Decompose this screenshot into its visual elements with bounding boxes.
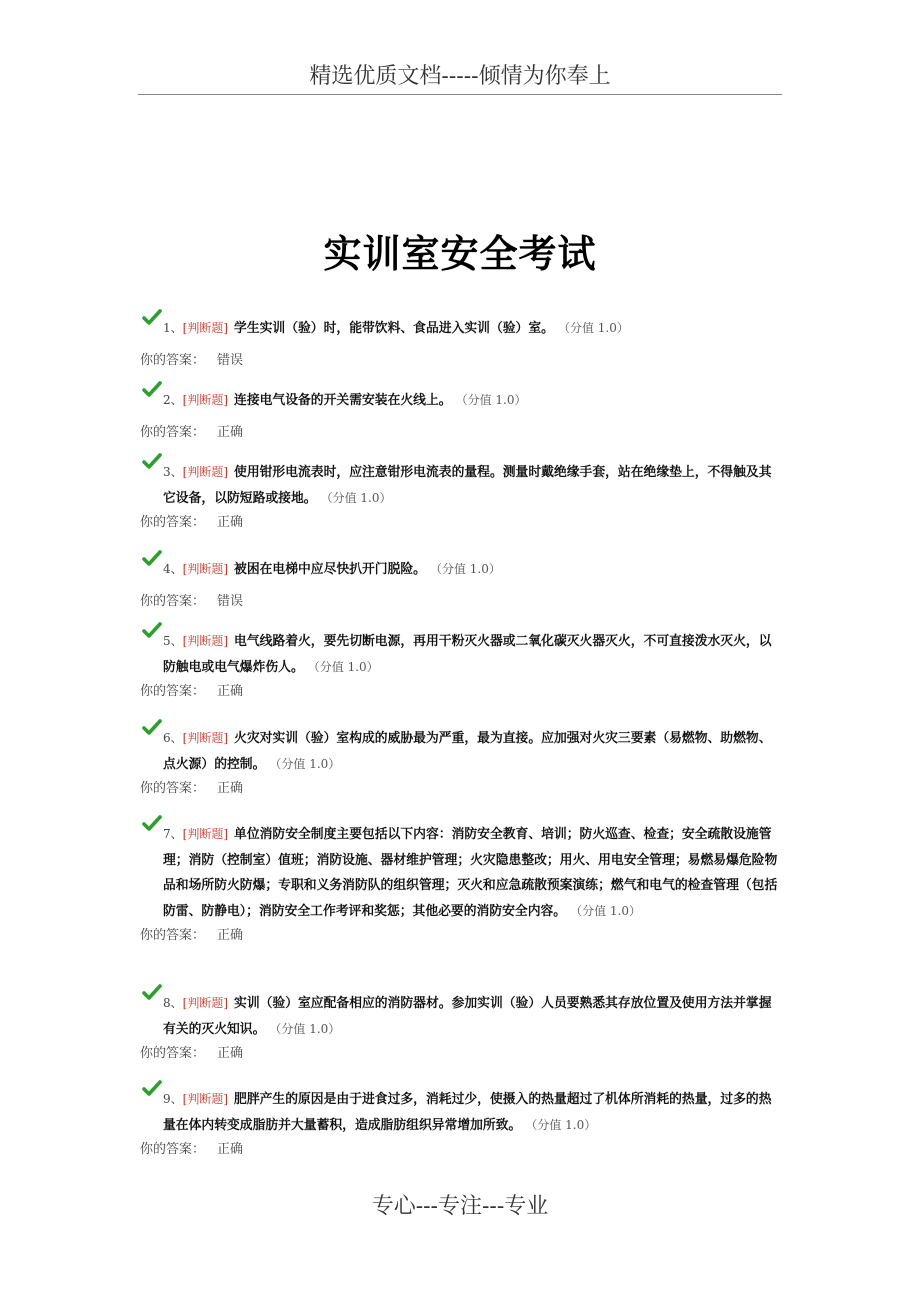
answer-value: 正确 <box>217 424 244 440</box>
question-score: （分值 1.0） <box>275 1021 341 1036</box>
question-number: 4、 <box>163 562 183 576</box>
answer-label: 你的答案： <box>140 352 206 368</box>
question-type: [判断题] <box>182 731 229 745</box>
check-icon <box>142 380 162 398</box>
question-body: 使用钳形电流表时，应注意钳形电流表的量程。测量时戴绝缘手套，站在绝缘垫上，不得触及其它设备，以防短路或接地。 <box>163 465 772 506</box>
question-body: 连接电气设备的开关需安装在火线上。 <box>234 393 452 408</box>
question-item <box>140 557 780 613</box>
question-text <box>140 991 780 1042</box>
question-score: （分值 1.0） <box>461 393 527 407</box>
answer-label: 你的答案： <box>140 424 206 440</box>
answer-value: 正确 <box>217 781 244 796</box>
question-score: （分值 1.0） <box>326 490 392 505</box>
question-text <box>140 1087 780 1138</box>
answer-value: 正确 <box>217 515 244 530</box>
question-type: [判断题] <box>182 321 229 335</box>
check-icon <box>142 621 162 639</box>
question-text <box>140 316 780 342</box>
page-header: 精选优质文档-----倾情为你奉上 <box>138 60 782 95</box>
page-title: 实训室安全考试 <box>323 232 597 276</box>
check-icon <box>142 1079 162 1097</box>
answer-value: 正确 <box>217 928 244 943</box>
answer-value: 正确 <box>217 1046 244 1061</box>
answer-label: 你的答案： <box>140 781 206 796</box>
answer-value: 正确 <box>217 1142 244 1157</box>
question-text <box>140 726 780 777</box>
question-score: （分值 1.0） <box>435 562 501 576</box>
answer-label: 你的答案： <box>140 1046 206 1061</box>
check-icon <box>142 983 162 1001</box>
question-body: 实训（验）室应配备相应的消防器材。参加实训（验）人员要熟悉其存放位置及使用方法并掌握有关的灭火知识。 <box>163 996 772 1037</box>
check-icon <box>142 549 162 567</box>
answer-label: 你的答案： <box>140 1142 206 1157</box>
answer-line <box>140 350 780 372</box>
answer-line <box>140 681 780 703</box>
question-item <box>140 388 780 444</box>
question-text <box>140 557 780 583</box>
question-number: 3、 <box>163 465 183 479</box>
answer-line <box>140 925 780 947</box>
answer-label: 你的答案： <box>140 515 206 530</box>
question-type: [判断题] <box>182 996 229 1010</box>
answer-line <box>140 512 780 534</box>
question-item <box>140 726 780 800</box>
answer-value: 错误 <box>217 352 244 368</box>
answer-line <box>140 1043 780 1065</box>
answer-line <box>140 1139 780 1161</box>
question-type: [判断题] <box>182 1092 229 1106</box>
question-text <box>140 388 780 414</box>
question-body: 被困在电梯中应尽快扒开门脱险。 <box>234 562 426 577</box>
question-score: （分值 1.0） <box>531 1117 597 1132</box>
answer-value: 正确 <box>217 684 244 699</box>
question-item <box>140 460 780 534</box>
question-score: （分值 1.0） <box>275 756 341 771</box>
answer-label: 你的答案： <box>140 928 206 943</box>
question-number: 9、 <box>163 1092 183 1106</box>
question-type: [判断题] <box>182 562 229 576</box>
question-body: 单位消防安全制度主要包括以下内容：消防安全教育、培训；防火巡查、检查；安全疏散设施管理；消防（控制室）值班；消防设施、器材维护管理；火灾隐患整改；用火、用电安全管理；易燃易爆危险物品和场所防火防爆；专职和义务消防队的组织管理；灭火和应急疏散预案演练；燃气和电气的检查管理（包括防雷、防静电）；消防安全工作考评和奖惩；其他必要的消防安全内容。 <box>163 827 778 919</box>
question-text <box>140 460 780 511</box>
question-text <box>140 629 780 680</box>
question-item <box>140 822 780 947</box>
question-item <box>140 1087 780 1161</box>
question-body: 肥胖产生的原因是由于进食过多，消耗过少，使摄入的热量超过了机体所消耗的热量，过多的热量在体内转变成脂肪并大量蓄积，造成脂肪组织异常增加所致。 <box>163 1092 772 1133</box>
question-item <box>140 629 780 703</box>
question-body: 火灾对实训（验）室构成的威胁最为严重，最为直接。应加强对火灾三要素（易燃物、助燃物、点火源）的控制。 <box>163 731 772 772</box>
question-number: 1、 <box>163 321 183 335</box>
question-body: 电气线路着火，要先切断电源，再用干粉灭火器或二氧化碳灭火器灭火，不可直接泼水灭火，以防触电或电气爆炸伤人。 <box>163 634 772 675</box>
page-footer: 专心---专注---专业 <box>371 1194 549 1219</box>
question-number: 6、 <box>163 731 183 745</box>
question-number: 5、 <box>163 634 183 648</box>
answer-line <box>140 422 780 444</box>
question-score: （分值 1.0） <box>313 659 379 674</box>
answer-label: 你的答案： <box>140 593 206 609</box>
question-number: 8、 <box>163 996 183 1010</box>
question-type: [判断题] <box>182 827 229 841</box>
answer-line <box>140 778 780 800</box>
question-type: [判断题] <box>182 634 229 648</box>
question-type: [判断题] <box>182 393 229 407</box>
question-item <box>140 316 780 372</box>
question-item <box>140 991 780 1065</box>
check-icon <box>142 718 162 736</box>
question-number: 7、 <box>163 827 183 841</box>
answer-value: 错误 <box>217 593 244 609</box>
question-score: （分值 1.0） <box>576 903 642 918</box>
question-body: 学生实训（验）时，能带饮料、食品进入实训（验）室。 <box>234 321 554 336</box>
question-text <box>140 822 780 924</box>
answer-label: 你的答案： <box>140 684 206 699</box>
question-type: [判断题] <box>182 465 229 479</box>
check-icon <box>142 308 162 326</box>
question-number: 2、 <box>163 393 183 407</box>
answer-line <box>140 591 780 613</box>
check-icon <box>142 452 162 470</box>
question-score: （分值 1.0） <box>563 321 629 335</box>
check-icon <box>142 814 162 832</box>
